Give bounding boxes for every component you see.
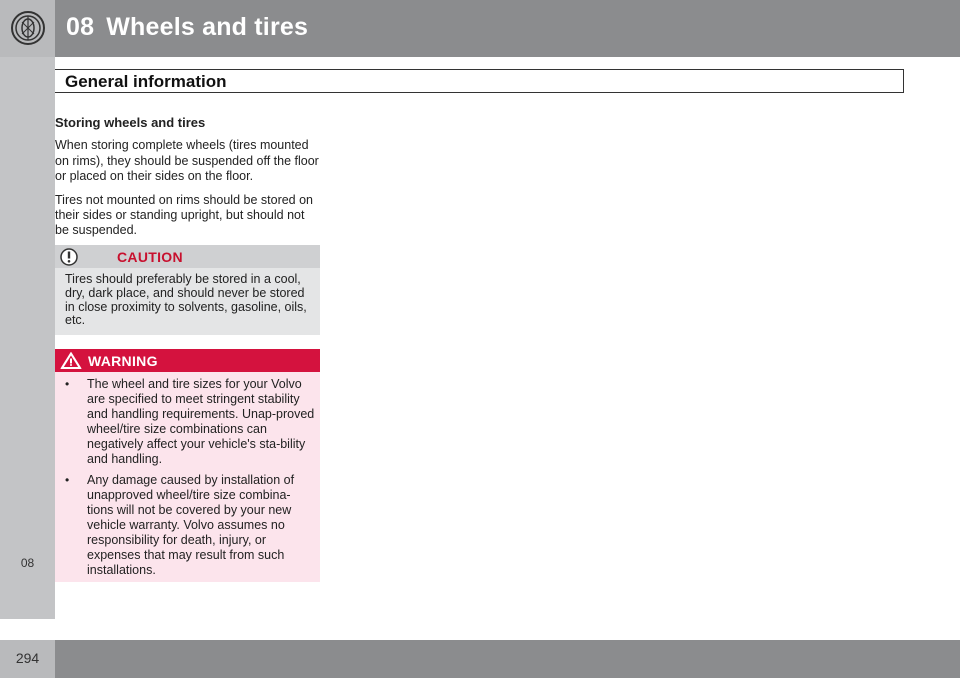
page-number: 294 [15, 650, 40, 666]
side-tab-label: 08 [20, 556, 35, 570]
warning-item [65, 473, 315, 578]
caution-box [55, 245, 320, 335]
paragraph-storing-tires: Tires not mounted on rims should be stored on their sides or standing upright, but should not be suspended. [55, 192, 314, 238]
caution-header [55, 245, 320, 268]
warning-triangle-icon [60, 351, 82, 370]
footer-bar [0, 640, 960, 678]
caution-label: CAUTION [117, 249, 183, 265]
paragraph-storing-complete-wheels: When storing complete wheels (tires mounted on rims), they should be suspended off the floor or placed on their sides on the floor. [55, 138, 319, 184]
warning-label: WARNING [88, 353, 158, 369]
caution-text: Tires should preferably be stored in a cool, dry, dark place, and should never be stored in close proximity to solvents, gasoline, oils, etc. [65, 272, 307, 328]
wheel-icon [10, 10, 46, 46]
warning-list [65, 377, 315, 584]
main-content [55, 115, 320, 247]
warning-item-text: Any damage caused by installation of unapproved wheel/tire size combina-tions will not be covered by your new vehicle warranty. Volvo assumes no responsibility for death, injury, or expenses that may result from such installations. [87, 473, 295, 577]
subheading: Storing wheels and tires [55, 115, 206, 130]
chapter-number: 08 [66, 13, 95, 41]
chapter-icon-box [0, 0, 55, 57]
bullet: • [65, 473, 70, 487]
warning-header [55, 349, 320, 372]
section-bar [55, 69, 904, 93]
bullet: • [65, 377, 70, 391]
exclamation-icon [60, 248, 78, 266]
chapter-title-text: Wheels and tires [106, 13, 309, 41]
chapter-side-tab [0, 57, 55, 619]
warning-box [55, 349, 320, 582]
chapter-title [66, 13, 308, 42]
warning-item [65, 377, 315, 467]
warning-item-text: The wheel and tire sizes for your Volvo are specified to meet stringent stability and handling requirements. Unap-proved wheel/tire size combinations can negatively affect your vehicle's sta-bility and handling. [87, 377, 315, 466]
section-title: General information [65, 72, 227, 91]
